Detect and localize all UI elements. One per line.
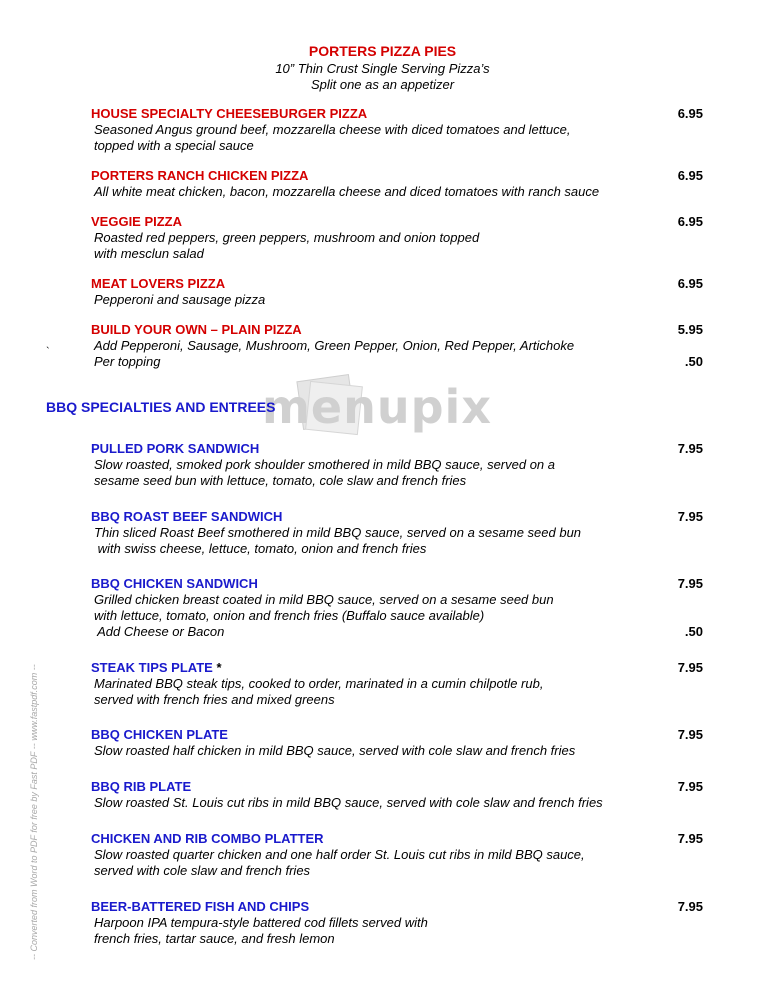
item-price: 6.95 (677, 106, 703, 121)
item-name: HOUSE SPECIALTY CHEESEBURGER PIZZA (91, 106, 368, 121)
item-name: CHICKEN AND RIB COMBO PLATTER (91, 831, 324, 846)
item-description: Slow roasted St. Louis cut ribs in mild BBQ sauce, served with cole slaw and french fries (94, 795, 603, 810)
addon-price: .50 (684, 624, 703, 639)
conversion-note: -- Converted from Word to PDF for free by Fast PDF -- www.fastpdf.com -- (29, 664, 39, 960)
item-name: BBQ CHICKEN SANDWICH (91, 576, 258, 591)
item-star: * (212, 660, 222, 675)
stray-mark: ` (46, 346, 50, 358)
item-price: 7.95 (677, 899, 703, 914)
item-description: Grilled chicken breast coated in mild BBQ sauce, served on a sesame seed bun with lettuce, tomato, onion and french fries (Buffalo sauce available) Add Cheese or Bacon (94, 592, 554, 639)
item-price: 7.95 (677, 727, 703, 742)
item-price: 7.95 (677, 509, 703, 524)
item-price: 5.95 (677, 322, 703, 337)
item-price: 7.95 (677, 576, 703, 591)
item-name: VEGGIE PIZZA (91, 214, 183, 229)
item-description: Add Pepperoni, Sausage, Mushroom, Green Pepper, Onion, Red Pepper, Artichoke Per topping (94, 338, 575, 369)
item-description: Slow roasted half chicken in mild BBQ sauce, served with cole slaw and french fries (94, 743, 576, 758)
topping-price: .50 (684, 354, 703, 369)
item-price: 6.95 (677, 168, 703, 183)
item-name-text: STEAK TIPS PLATE (91, 660, 213, 675)
item-name (91, 660, 222, 675)
item-description: All white meat chicken, bacon, mozzarella cheese and diced tomatoes with ranch sauce (94, 184, 600, 199)
item-name: BUILD YOUR OWN – PLAIN PIZZA (91, 322, 302, 337)
item-description: Roasted red peppers, green peppers, mushroom and onion topped with mesclun salad (94, 230, 480, 261)
menu-subtitle: 10” Thin Crust Single Serving Pizza’s (275, 61, 490, 76)
item-description: Slow roasted quarter chicken and one half order St. Louis cut ribs in mild BBQ sauce, served with cole slaw and french fries (94, 847, 585, 878)
item-name: BBQ CHICKEN PLATE (91, 727, 228, 742)
menu-subtitle-2: Split one as an appetizer (310, 77, 455, 92)
item-price: 6.95 (677, 214, 703, 229)
item-name: MEAT LOVERS PIZZA (91, 276, 226, 291)
watermark-text: menupix (262, 380, 492, 434)
item-name: BEER-BATTERED FISH AND CHIPS (91, 899, 310, 914)
item-price: 7.95 (677, 660, 703, 675)
item-description: Marinated BBQ steak tips, cooked to order, marinated in a cumin chilpotle rub, served with french fries and mixed greens (94, 676, 544, 707)
item-price: 6.95 (677, 276, 703, 291)
item-name: BBQ ROAST BEEF SANDWICH (91, 509, 283, 524)
item-price: 7.95 (677, 441, 703, 456)
item-name: BBQ RIB PLATE (91, 779, 192, 794)
item-description: Pepperoni and sausage pizza (94, 292, 266, 307)
item-price: 7.95 (677, 779, 703, 794)
item-name: PULLED PORK SANDWICH (91, 441, 260, 456)
item-description: Seasoned Angus ground beef, mozzarella cheese with diced tomatoes and lettuce, topped with a special sauce (94, 122, 571, 153)
item-price: 7.95 (677, 831, 703, 846)
item-description: Thin sliced Roast Beef smothered in mild BBQ sauce, served on a sesame seed bun with swiss cheese, lettuce, tomato, onion and french fries (94, 525, 582, 556)
item-name: PORTERS RANCH CHICKEN PIZZA (91, 168, 309, 183)
item-description: Harpoon IPA tempura-style battered cod fillets served with french fries, tartar sauce, and fresh lemon (94, 915, 428, 946)
item-description: Slow roasted, smoked pork shoulder smothered in mild BBQ sauce, served on a sesame seed bun with lettuce, tomato, cole slaw and french fries (94, 457, 556, 488)
section-title: BBQ SPECIALTIES AND ENTREES (46, 399, 276, 415)
menu-title: PORTERS PIZZA PIES (308, 43, 457, 59)
